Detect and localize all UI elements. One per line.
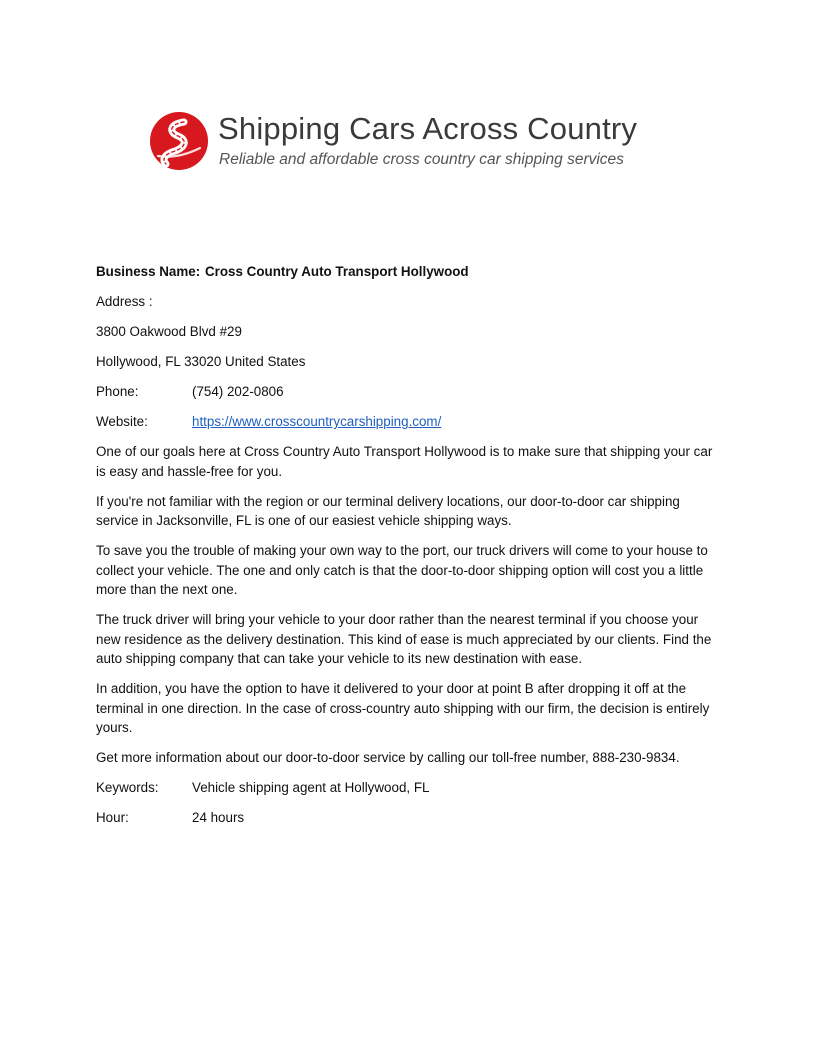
business-name-value: Cross Country Auto Transport Hollywood [205,264,469,279]
business-details [96,262,720,838]
phone-row [96,382,720,402]
road-logo-icon [150,112,208,170]
hour-row [96,808,720,828]
hour-value: 24 hours [192,810,245,825]
keywords-row [96,778,720,798]
address-line-2: Hollywood, FL 33020 United States [96,354,306,369]
address-line-1: 3800 Oakwood Blvd #29 [96,324,242,339]
phone-label: Phone: [96,384,139,399]
keywords-label: Keywords: [96,780,159,795]
business-name-row [96,262,720,282]
paragraph-5: In addition, you have the option to have it delivered to your door at point B after dropping it off at the terminal in one direction. In the case of cross-country auto shipping with our firm, the decision is entirely yours. [96,681,710,735]
paragraph-6: Get more information about our door-to-door service by calling our toll-free number, 888-230-9834. [96,750,680,765]
website-row [96,412,720,432]
paragraph-2: If you're not familiar with the region or our terminal delivery locations, our door-to-door car shipping service in Jacksonville, FL is one of our easiest vehicle shipping ways. [96,493,680,528]
brand-header [150,110,710,174]
business-name-label: Business Name: [96,264,201,279]
hour-label: Hour: [96,810,129,825]
keywords-value: Vehicle shipping agent at Hollywood, FL [192,780,430,795]
paragraph-1: One of our goals here at Cross Country Auto Transport Hollywood is to make sure that shipping your car is easy and hassle-free for you. [96,444,713,479]
address-label: Address : [96,294,153,309]
paragraph-3: To save you the trouble of making your own way to the port, our truck drivers will come to your house to collect your vehicle. The one and only catch is that the door-to-door shipping option will cost you a little more than the next one. [96,543,708,597]
brand-title: Shipping Cars Across Country [218,111,638,146]
paragraph-4: The truck driver will bring your vehicle to your door rather than the nearest terminal if you choose your new residence as the delivery destination. This kind of ease is much appreciated by our clients. Find the auto shipping company that can take your vehicle to its new destination with ease. [96,612,712,666]
brand-tagline: Reliable and affordable cross country car shipping services [219,151,624,168]
website-label: Website: [96,414,148,429]
website-link[interactable]: https://www.crosscountrycarshipping.com/ [192,414,442,429]
phone-value: (754) 202-0806 [192,384,284,399]
